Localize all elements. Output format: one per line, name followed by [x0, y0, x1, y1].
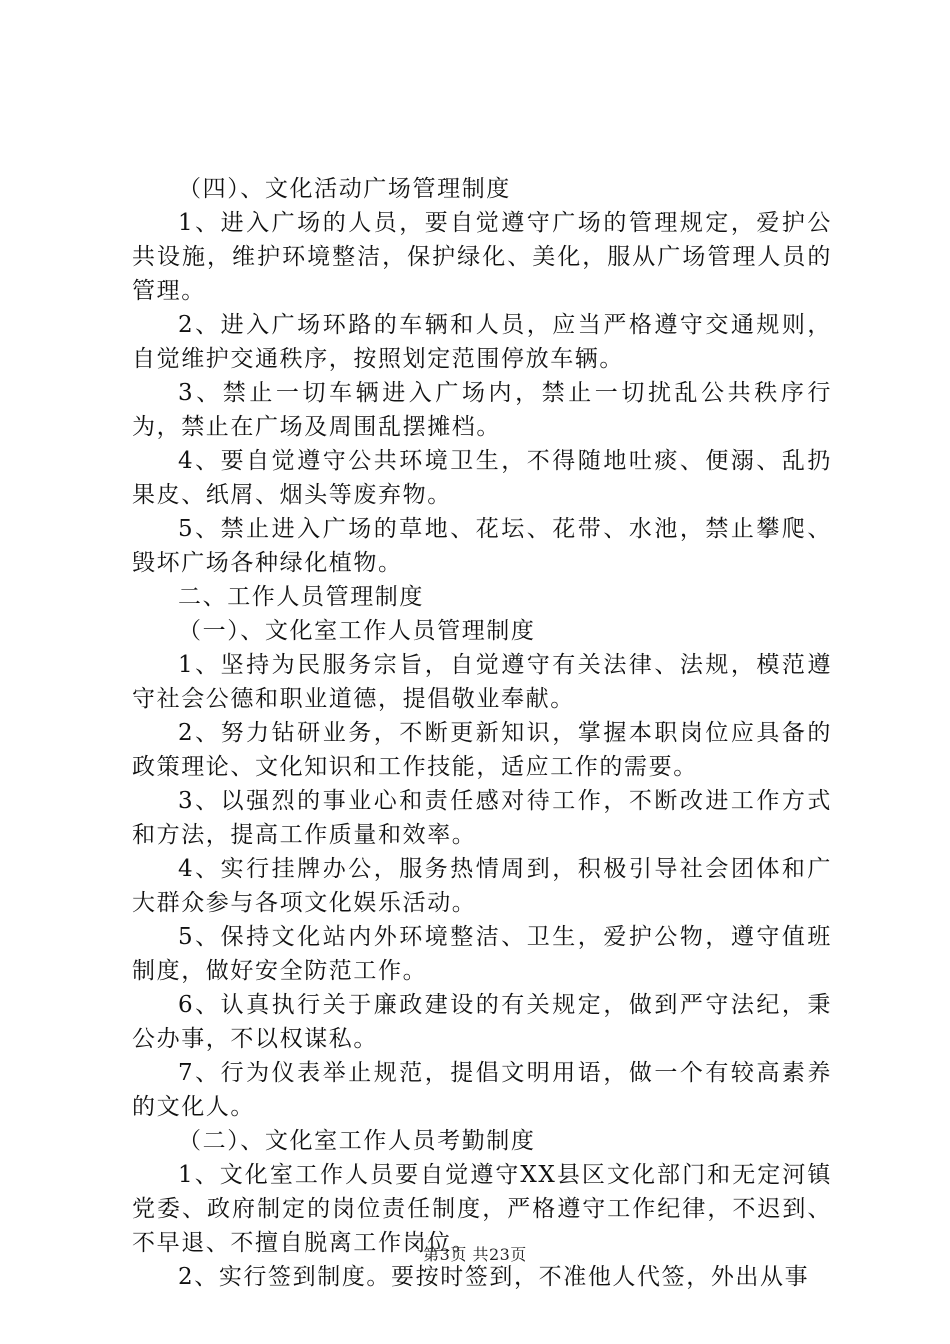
- document-body: [132, 172, 832, 1294]
- paragraph: 4、实行挂牌办公，服务热情周到，积极引导社会团体和广大群众参与各项文化娱乐活动。: [132, 856, 832, 916]
- section-heading-plaza: （四）、文化活动广场管理制度: [178, 176, 511, 202]
- paragraph: 5、保持文化站内外环境整洁、卫生，爱护公物，遵守值班制度，做好安全防范工作。: [132, 924, 832, 984]
- page-number-footer: 第3页 共23页: [423, 1245, 527, 1264]
- paragraph: 2、努力钻研业务，不断更新知识，掌握本职岗位应具备的政策理论、文化知识和工作技能，适应工作的需要。: [132, 720, 832, 780]
- paragraph: 3、以强烈的事业心和责任感对待工作，不断改进工作方式和方法，提高工作质量和效率。: [132, 788, 832, 848]
- paragraph: 3、禁止一切车辆进入广场内，禁止一切扰乱公共秩序行为，禁止在广场及周围乱摆摊档。: [132, 380, 832, 440]
- paragraph: 6、认真执行关于廉政建设的有关规定，做到严守法纪，秉公办事，不以权谋私。: [132, 992, 832, 1052]
- paragraph: 1、进入广场的人员，要自觉遵守广场的管理规定，爱护公共设施，维护环境整洁，保护绿化、美化，服从广场管理人员的管理。: [132, 210, 832, 304]
- section-heading-attendance: （二）、文化室工作人员考勤制度: [178, 1128, 536, 1154]
- paragraph: 2、进入广场环路的车辆和人员，应当严格遵守交通规则，自觉维护交通秩序，按照划定范围停放车辆。: [132, 312, 832, 372]
- paragraph: 5、禁止进入广场的草地、花坛、花带、水池，禁止攀爬、毁坏广场各种绿化植物。: [132, 516, 832, 576]
- paragraph: 4、要自觉遵守公共环境卫生，不得随地吐痰、便溺、乱扔果皮、纸屑、烟头等废弃物。: [132, 448, 832, 508]
- paragraph: 7、行为仪表举止规范，提倡文明用语，做一个有较高素养的文化人。: [132, 1060, 832, 1120]
- paragraph: 2、实行签到制度。要按时签到，不准他人代签，外出从事: [178, 1264, 810, 1290]
- section-heading-staff-management: （一）、文化室工作人员管理制度: [178, 618, 536, 644]
- paragraph: 1、坚持为民服务宗旨，自觉遵守有关法律、法规，模范遵守社会公德和职业道德，提倡敬业奉献。: [132, 652, 832, 712]
- paragraph: 1、文化室工作人员要自觉遵守XX县区文化部门和无定河镇党委、政府制定的岗位责任制度，严格遵守工作纪律，不迟到、不早退、不擅自脱离工作岗位。: [132, 1162, 832, 1256]
- section-heading-staff: 二、工作人员管理制度: [178, 584, 424, 610]
